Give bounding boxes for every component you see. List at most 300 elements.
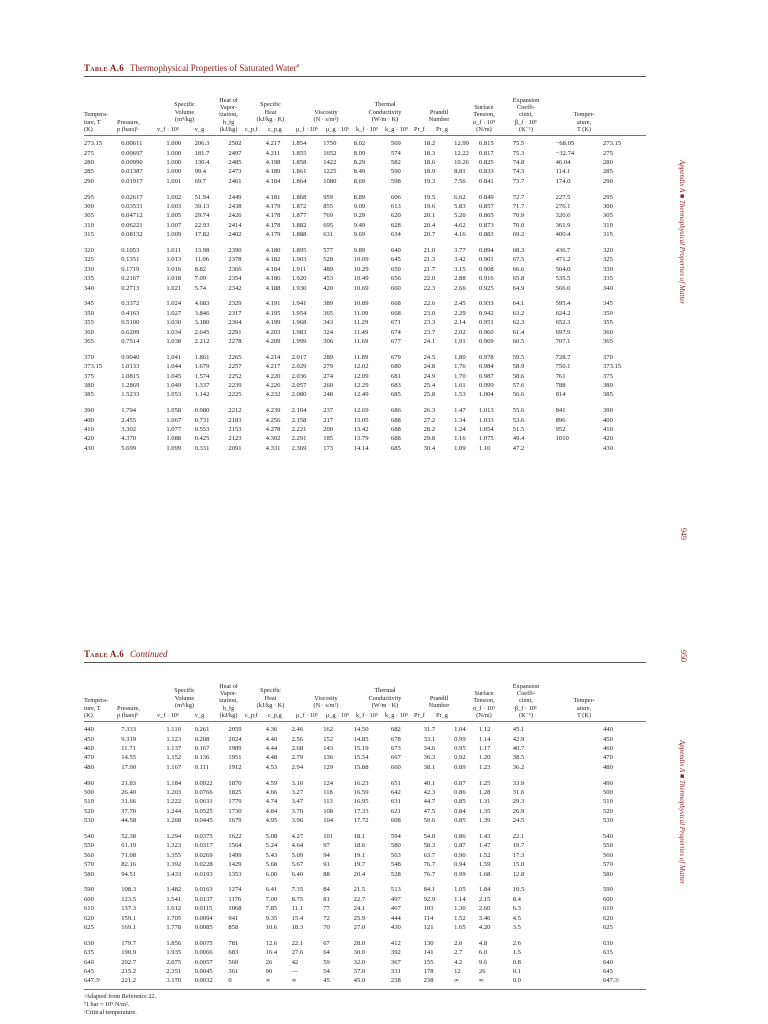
table-cell: 10.26 [454, 159, 469, 166]
bullet-icon: ■ [678, 193, 686, 199]
table-cell: 2.029 [291, 363, 307, 371]
table-cell: 4.195 [265, 309, 281, 317]
table-cell: 1.054 [478, 426, 494, 434]
table-cell: 0.87 [454, 842, 466, 850]
table-cell: 680 [390, 363, 401, 371]
table-cell: 1.268 [166, 817, 182, 825]
table-cell: 685 [390, 391, 401, 399]
table-cell: 21.0 [423, 247, 436, 254]
table-cell: 1.25 [478, 779, 491, 787]
table-cell: 0.894 [478, 247, 494, 254]
row-group [84, 243, 646, 296]
header-line: (N · s/m²) [313, 115, 339, 123]
table-cell: 33.1 [423, 735, 436, 743]
table-cell: 29.74 [194, 212, 210, 220]
table-cell: 1.541 [166, 895, 182, 903]
table-row [84, 167, 646, 176]
table-cell: 25.8 [423, 391, 436, 399]
table-cell: 77 [323, 905, 330, 913]
table-cell: 1.954 [291, 309, 307, 317]
table-cell: 335 [603, 275, 613, 283]
header-surface [464, 104, 504, 133]
table-cell: 1.895 [291, 247, 307, 254]
table-cell: 0.84 [454, 807, 466, 815]
table-cell: 4.180 [265, 247, 281, 254]
table-cell: 4.53 [265, 763, 278, 771]
table-cell: 15.54 [353, 754, 369, 762]
table-cell: 62.3 [512, 319, 525, 327]
table-cell: 0.980 [194, 407, 210, 415]
table-cell: 412 [390, 939, 401, 947]
table-cell: 45 [323, 977, 330, 985]
table-row [84, 904, 646, 913]
table-cell: 9.29 [353, 212, 366, 220]
table-cell: 0.908 [478, 265, 494, 273]
table-cell: 1.91 [454, 338, 466, 346]
table-cell: 238 [423, 977, 434, 985]
table-cell: 305 [84, 212, 94, 220]
table-cell: 1730 [228, 807, 242, 815]
table-cell: 27.0 [353, 924, 366, 932]
table-cell: 84.1 [423, 886, 436, 894]
table-cell: 1.009 [166, 231, 182, 239]
table-cell: 490 [84, 779, 94, 787]
table-row [84, 318, 646, 327]
table-cell: 2.56 [291, 735, 304, 743]
header-visc-group [296, 695, 356, 709]
header-line: (kJ/kg) [219, 125, 238, 133]
table-row [84, 735, 646, 744]
table-cell: 0.1053 [121, 247, 140, 254]
table-cell: 1.983 [291, 328, 307, 336]
table-cell: 1.05 [454, 886, 466, 894]
table-cell: 360 [84, 328, 94, 336]
table-cell: 0.0269 [194, 851, 213, 859]
table-cell: 440 [603, 726, 613, 734]
table-cell: 56.6 [512, 391, 525, 399]
table-cell: 350 [84, 309, 94, 317]
table-cell: 11.29 [353, 319, 369, 327]
header-line: σ_f · 10³ [472, 704, 496, 712]
table-cell: 190.9 [121, 949, 137, 957]
table-cell: 0.951 [478, 319, 494, 327]
table-cell: 674 [390, 328, 401, 336]
table-cell: 0.0032 [194, 977, 213, 985]
header-vf [157, 712, 184, 719]
table-cell: 3.47 [291, 798, 304, 806]
table-cell: 76.7 [423, 870, 436, 878]
table-row [84, 284, 646, 297]
table-cell: 47.2 [512, 444, 525, 452]
table-cell: −32.74 [555, 149, 575, 157]
table-cell: 0.01917 [121, 177, 143, 185]
table-cell: 1.355 [166, 851, 182, 859]
table-cell: 1.34 [454, 416, 466, 424]
table-cell: 2.351 [166, 968, 182, 976]
table-cell: 1.002 [166, 193, 182, 201]
header-vf [157, 126, 184, 133]
table-cell: 1779 [228, 798, 242, 806]
table-cell: 69.7 [194, 177, 207, 185]
table-cell: 380 [603, 382, 613, 390]
table-cell: 2390 [228, 247, 242, 254]
subject-label: Thermophysical Properties of Matter [678, 779, 686, 885]
table-cell: 7.09 [194, 275, 207, 283]
table-cell: 1.005 [166, 212, 182, 220]
table-cell: 2.94 [291, 763, 304, 771]
table-cell: 528 [323, 256, 334, 264]
table-cell: 624.2 [555, 309, 571, 317]
table-cell: 566.0 [555, 284, 571, 292]
table-cell: 2123 [228, 435, 242, 443]
table-cell: 12.99 [454, 140, 469, 148]
table-cell: 275 [603, 149, 613, 157]
table-cell: 1.52 [454, 914, 466, 922]
table-cell [556, 923, 603, 936]
table-cell: 27.6 [291, 949, 304, 957]
header-line: ature, [576, 118, 592, 126]
table-cell: 598 [390, 177, 401, 185]
table-cell: 18.6 [423, 159, 436, 166]
table-cell: 68.3 [512, 247, 525, 254]
table-cell: 45.0 [353, 977, 366, 985]
header-line: Pressure, [117, 118, 140, 126]
header-cond-group [356, 101, 414, 123]
table-row [84, 860, 646, 869]
table-cell: 640 [603, 958, 613, 966]
table-cell: 42.3 [423, 789, 436, 796]
header-line: Number [428, 701, 450, 709]
header-line: h_fg [222, 704, 235, 712]
header-mug [326, 126, 356, 133]
table-cell: 345 [84, 300, 94, 308]
table-cell: 2.212 [194, 338, 210, 346]
table-cell: 540 [84, 833, 94, 840]
table-cell [556, 914, 603, 923]
table-cell: 3.302 [121, 426, 137, 434]
table-cell: 61.19 [121, 842, 137, 850]
table-cell: 4.232 [265, 391, 281, 399]
table-cell: 1.854 [291, 140, 307, 148]
table-cell: 430 [603, 444, 613, 452]
table-cell: 420 [323, 284, 334, 292]
table-cell: 1.39 [478, 817, 491, 825]
table-cell: 0.849 [478, 193, 494, 201]
table-cell: 389 [323, 300, 334, 308]
running-head-top [678, 160, 686, 304]
table-row [84, 753, 646, 762]
table-cell: 8.09 [353, 149, 366, 157]
table-cell: 23.3 [423, 319, 436, 327]
table-cell: 1.888 [291, 231, 307, 239]
header-line: μ_f · 10⁶ [296, 125, 319, 133]
table-cell: 0.553 [194, 426, 210, 434]
table-cell: 1.968 [291, 319, 307, 327]
table-cell: 4.8 [478, 939, 488, 947]
table-cell: 4.256 [265, 416, 281, 424]
table-row [84, 221, 646, 230]
table-cell: 1.47 [454, 407, 466, 415]
table-cell: 0.95 [454, 745, 466, 752]
header-line: c_p,f [245, 125, 258, 133]
header-heat-group [245, 101, 296, 123]
table-cell: 1.075 [478, 435, 494, 443]
table-cell: 2502 [228, 140, 242, 148]
table-cell: 540 [603, 833, 613, 840]
table-cell: 4.64 [291, 842, 304, 850]
table-cell: 660 [390, 284, 401, 292]
table-cell: 1499 [228, 851, 242, 859]
table-cell [556, 860, 603, 869]
table-cell: 373.15 [603, 363, 622, 371]
table-cell: 108.3 [121, 886, 137, 894]
table-cell: 17.33 [353, 807, 369, 815]
table-cell: 0.136 [194, 754, 210, 762]
table-cell: 1225 [323, 168, 337, 176]
table-cell: 7.35 [291, 886, 304, 894]
table-cell: 667 [390, 754, 401, 762]
table-cell [556, 976, 603, 989]
table-cell: 42.9 [512, 735, 525, 743]
table-cell: 51.94 [194, 193, 210, 201]
table-cell: 30.0 [353, 949, 366, 957]
table-cell: 952 [555, 426, 566, 434]
table-cell: 42 [291, 958, 299, 966]
table-cell: 4.59 [265, 779, 278, 787]
table-cell: 44.58 [121, 817, 137, 825]
table-row [84, 775, 646, 788]
table-cell: 370 [603, 353, 613, 361]
table-cell: 2.104 [291, 407, 307, 415]
table-cell: 410 [603, 426, 613, 434]
table-cell: 121 [423, 924, 434, 932]
table-cell: 274 [323, 372, 334, 380]
table-cell: 1912 [228, 763, 242, 771]
table-cell: 1.123 [166, 735, 182, 743]
table-cell: 67.5 [512, 256, 525, 264]
table-cell: 0.978 [478, 353, 494, 361]
table-cell: 9.09 [353, 203, 366, 210]
table-cell: 69.2 [512, 231, 525, 239]
header-line: (K⁻¹) [519, 125, 533, 133]
table-cell: 275 [84, 149, 94, 157]
table-cell: 520 [603, 807, 613, 815]
table-cell: 0.901 [478, 256, 494, 264]
table-cell: 600 [603, 895, 613, 903]
table-cell [556, 444, 603, 457]
table-cell: 621 [390, 807, 401, 815]
table-cell: 4.211 [265, 149, 281, 157]
table-cell: −68.05 [555, 140, 575, 148]
table-row [84, 851, 646, 860]
table-cell: 1.868 [291, 193, 307, 201]
table-cell: 0.3372 [121, 300, 140, 308]
table-cell: 1.049 [166, 382, 182, 390]
header-line: Surface [474, 104, 494, 112]
table-cell: 18.3 [423, 149, 436, 157]
table-cell: 0.833 [478, 168, 494, 176]
header-cpg [268, 712, 296, 719]
table-cell: 2378 [228, 256, 242, 264]
header-line: Specific [260, 687, 281, 695]
table-cell: 1.013 [478, 407, 494, 415]
table-row [84, 967, 646, 976]
table-row [84, 202, 646, 211]
table-cell: 295 [84, 193, 94, 201]
table-cell: 2.29 [454, 309, 466, 317]
table-cell: 2.158 [291, 416, 307, 424]
table-cell: 1.024 [166, 300, 182, 308]
table-cell: 136 [323, 754, 334, 762]
table-cell: 31.6 [512, 789, 525, 796]
table-cell: 130.4 [194, 159, 210, 166]
header-line: c_p,f [245, 711, 258, 719]
table-cell: 280 [603, 159, 613, 166]
table-cell: 361.9 [555, 221, 571, 229]
table-cell: 1.861 [194, 353, 210, 361]
table-cell: 2.45 [454, 300, 466, 308]
header-line: (N/m) [476, 711, 492, 719]
table-cell: 1422 [323, 159, 337, 166]
table-cell: 2.66 [454, 284, 466, 292]
table-cell: 530 [84, 817, 94, 825]
table-cell: 310 [603, 221, 613, 229]
table-cell: 331 [390, 968, 401, 976]
table-cell: 61.4 [512, 328, 525, 336]
table-cell: 645 [603, 968, 613, 976]
header-line: Prandtl [429, 694, 449, 702]
table-cell: 2.7 [454, 949, 463, 957]
table-row [84, 211, 646, 220]
table-cell: 1.999 [291, 338, 307, 346]
header-line: (W/m · K) [371, 115, 399, 123]
table-cell: 31.7 [423, 726, 436, 734]
header-line: k_g · 10³ [385, 711, 408, 719]
table-cell: 23.7 [423, 328, 436, 336]
table-cell: 0.89 [454, 763, 466, 771]
table-cell: 26.9 [512, 807, 525, 815]
table-cell: 174.0 [555, 177, 571, 185]
table-cell: 290 [84, 177, 94, 185]
table-cell: 8.89 [353, 193, 366, 201]
header-prg [436, 126, 466, 133]
table-cell: 169.1 [121, 924, 137, 932]
table-cell: 652.3 [555, 319, 571, 327]
table-cell: 420 [84, 435, 94, 443]
header-temp2 [562, 111, 606, 133]
table-cell: 315 [84, 231, 94, 239]
table-cell: 430 [390, 924, 401, 932]
table-cell: 1.034 [166, 328, 182, 336]
header-line: Pr_g [436, 711, 448, 719]
table-cell: 75.5 [512, 140, 525, 148]
table-cell: 20.4 [353, 870, 366, 878]
table-cell: 0.942 [478, 309, 494, 317]
table-cell: 2.221 [291, 426, 307, 434]
table-cell: 647.3ᶜ [603, 977, 620, 985]
table-cell: 21.5 [353, 886, 366, 894]
table-cell: 9.69 [353, 231, 366, 239]
header-line: Volume [174, 108, 195, 116]
table-cell: 22.6 [423, 300, 436, 308]
table-cell: 10.49 [353, 275, 369, 283]
table-cell: 19.5 [423, 193, 436, 201]
table-cell: 0.1351 [121, 256, 140, 264]
header-line: Viscosity [314, 108, 338, 116]
table-cell: 535.5 [555, 275, 571, 283]
table-cell: 0.0045 [194, 968, 213, 976]
table-cell: 3.15 [454, 265, 466, 273]
table-row [84, 948, 646, 957]
header-line: k_g · 10³ [385, 125, 408, 133]
header-line: Tension, [473, 697, 495, 705]
table-cell: 52.38 [121, 833, 137, 840]
table-cell: 14.85 [353, 735, 369, 743]
header-temp2 [562, 697, 606, 719]
table-cell: 19.6 [423, 203, 436, 210]
table-cell: 0.960 [478, 328, 494, 336]
table-cell: 8.4 [512, 895, 521, 903]
table-row [84, 328, 646, 337]
table-cell: 1.152 [166, 754, 182, 762]
header-line: Specific [174, 101, 195, 109]
table-header [84, 663, 646, 721]
table-cell: 162 [323, 726, 334, 734]
table-cell: 67 [323, 939, 330, 947]
table-cell [556, 744, 603, 753]
table-cell: 28.0 [353, 939, 366, 947]
table-cell: 206.3 [194, 140, 210, 148]
table-cell: 2.369 [291, 444, 307, 452]
table-cell: 625 [84, 924, 94, 932]
table-cell: 490 [603, 779, 613, 787]
header-line: Expansion [512, 682, 540, 690]
page-number-top: 949 [679, 528, 688, 540]
table-title-continued [84, 648, 646, 660]
table-cell: 4.199 [265, 319, 281, 327]
table-cell: 75.3 [512, 149, 525, 157]
table-cell: 453 [323, 275, 334, 283]
table-label: Table A.6 [84, 63, 125, 73]
table-cell: 9.35 [265, 914, 278, 922]
table-cell: 436.7 [555, 247, 571, 254]
table-cell: 130 [423, 939, 434, 947]
table-cell: 642 [390, 789, 401, 796]
table-cell: 4.66 [265, 789, 278, 796]
header-line: μ_g · 10⁶ [326, 711, 350, 719]
table-cell: 673 [390, 745, 401, 752]
table-cell: 3.77 [454, 247, 466, 254]
table-cell: 1353 [228, 870, 242, 878]
table-cell: 0.4163 [121, 309, 140, 317]
table-cell: 179.7 [121, 939, 137, 947]
table-cell [556, 775, 603, 788]
table-cell: 550 [84, 842, 94, 850]
header-line: Conductivity [368, 694, 402, 702]
table-cell: 12.49 [353, 391, 369, 399]
table-row [84, 416, 646, 425]
table-cell: 1.24 [454, 426, 466, 434]
table-cell: 1.84 [478, 886, 491, 894]
header-line: ization, [219, 697, 238, 705]
table-cell: 24.8 [423, 363, 436, 371]
table-cell: 0.261 [194, 726, 210, 734]
table-cell: 608 [390, 817, 401, 825]
table-cell: 1.041 [166, 353, 182, 361]
table-cell [556, 788, 603, 797]
table-cell: 688 [390, 416, 401, 424]
table-cell: 55.6 [512, 407, 525, 415]
